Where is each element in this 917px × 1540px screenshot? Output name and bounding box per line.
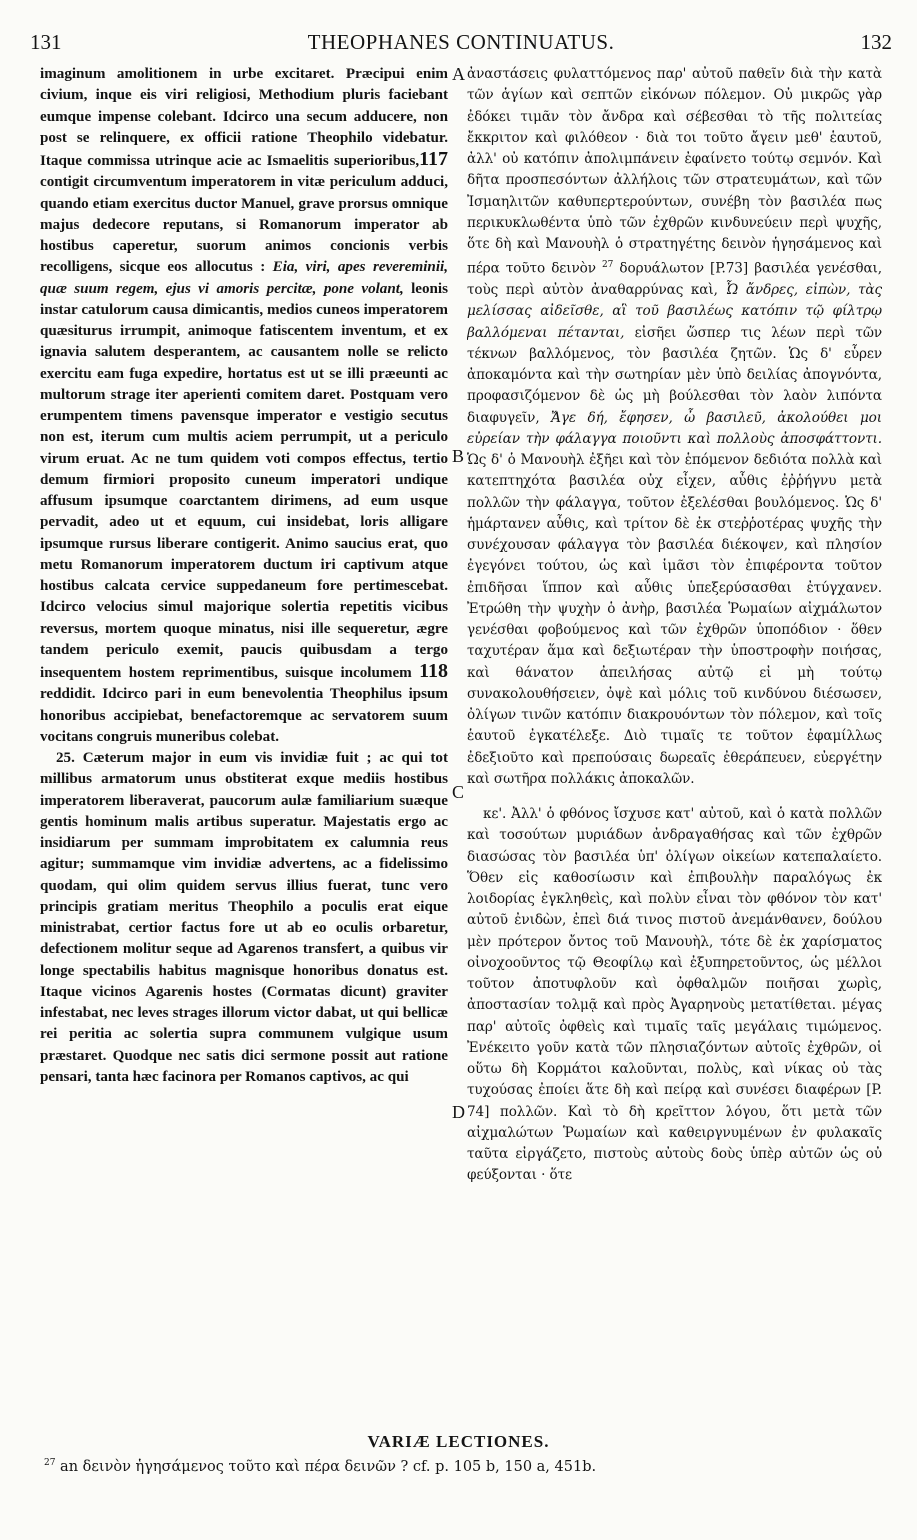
margin-mark-a: A bbox=[452, 64, 465, 84]
page-header bbox=[30, 30, 892, 60]
marginal-number: 117 bbox=[419, 148, 448, 170]
margin-mark-c: C bbox=[452, 782, 465, 802]
greek-text: Ὡς δ' ὁ Μανουὴλ ἐξῆει καὶ τὸν ἑπόμενον δεδιότα πολλὰ καὶ κατεπτηχότα βασιλέα οὐχ εἶχεν, αὖθις ἐῤῥήγνυ μετὰ πολλῶν τὴν φάλαγγα, τοῦτον ἐξελέσθαι βουλόμενος. Ὡς δ' ἡμάρτανεν αὖθις, καὶ τρίτον δὲ ἐκ στεῤῥοτέρας ψυχῆς τὴν συνέχουσαν φάλαγγα τὸν βασιλέα διέκοψεν, καὶ πλησίον ἐγεγόνει τούτου, ὡς καὶ ἱμᾶσι τὸν ἐπιφέροντα τοῦτον ἐπιδῆσαι ἵππον καὶ αὖθις ὑπεξερύσασθαι ἐτύγχανεν. Ἐτρώθη τὴν ψυχὴν ὁ ἀνὴρ, βασιλέα Ῥωμαίων αἰχμάλωτον γενέσθαι φοβούμενος καὶ τῶν ἐχθρῶν ὑποπόδιον · ὅθεν ταχυτέραν ἅμα καὶ δεξιωτέραν τὴν ὑποστροφὴν ποιήσας, καὶ θάνατον ἀπειλήσας αὐτῷ εἰ μὴ τούτῳ συνακολουθήσειεν, ὀψὲ καὶ μόλις τοῦ κινδύνου διέσωσεν, ὀλίγων τινῶν κατόπιν διακρουόντων τὸν πόλεμον, καὶ τοῖς ἑαυτοῦ ἐγκατέλεξε. Διὸ τιμαῖς τε τοῦτον ἐφαμίλλως ἐδεξιοῦτο καὶ πρεπούσαις δωρεαῖς ἐθεράπευεν, εὐεργέτην καὶ σωτῆρα πολλάκις ἀποκαλῶν. bbox=[467, 452, 882, 787]
greek-quotation: Ὦ ἄνδρες, εἰπὼν, τὰς μελίσσας αἰδεῖσθε, αἳ τοῦ βασιλέως κατόπιν τῷ φίλτρῳ βαλλόμεναι πέτανται, bbox=[467, 282, 882, 341]
footnote-number: 27 bbox=[44, 1458, 56, 1468]
greek-column bbox=[467, 64, 882, 1426]
greek-quotation: Ἄγε δή, ἔφησεν, ὦ βασιλεῦ, ἀκολούθει μοι εὐρείαν τὴν φάλαγγα ποιοῦντι καὶ πολλοὺς ἀποσφάττοντι. bbox=[467, 409, 882, 447]
greek-paragraph: κε'. Ἀλλ' ὁ φθόνος ἴσχυσε κατ' αὐτοῦ, καὶ ὁ κατὰ πολλῶν καὶ τοσούτων μυριάδων ἀνδραγαθήσας καὶ τῶν ἐχθρῶν διασώσας τὸν βασιλέα ὑπ' ὀλίγων οἰκείων κατεπαλαίετο. Ὅθεν εἰς καθοσίωσιν καὶ ἐπιβουλὴν παραλόγως ἐκ λοιδορίας ἐγκληθεὶς, καὶ πολὺν εἶναι τὸν φθόνον τὸν κατ' αὐτοῦ ἐνιδὼν, ἐπεὶ διά τινος πιστοῦ ἀνεμάνθανεν, δούλου μὲν πρότερον ὄντος τοῦ Μανουὴλ, τότε δὲ ἐκ χαρίσματος οἰνοχοοῦντος τῷ Θεοφίλῳ καὶ ἐξυπηρετοῦντος, ὡς μέλλοι τοῦτον ἀποτυφλοῦν καὶ ὀφθαλμῶν ποιῆσαι χωρὶς, ἀποστασίαν τολμᾷ καὶ πρὸς Ἀγαρηνοὺς μετατίθεται. μέγας παρ' αὐτοῖς ὀφθεὶς καὶ τιμαῖς ταῖς μεγάλαις τιμώμενος. Ἐνέκειτο γοῦν κατὰ τῶν πλησιαζόντων αὐτοῖς ἐχθρῶν, οἱ οὕτω δὴ Κορμάτοι καλοῦνται, πολὺς, καὶ νίκας οὐ τὰς τυχούσας ἐποίει ἅτε δὴ καὶ πείρᾳ καὶ συνέσει διαφέρων [P. 74] πολλῶν. Καὶ τὸ δὴ κρεῖττον λόγου, ὅτι μετὰ τῶν αἰχμαλώτων Ῥωμαίων καὶ καθειργνυμένων ἐν φυλακαῖς ταῦτα εἰργάζετο, πιστοὺς αὐτοὺς δοὺς ὑπὲρ αὐτῶν ὡς οὐ φεύξονται · ὅτε bbox=[467, 806, 882, 1184]
running-title: THEOPHANES CONTINUATUS. bbox=[307, 30, 615, 54]
latin-paragraph: 25. Cæterum major in eum vis invidiæ fuit ; ac qui tot millibus armatorum unus obstiterat exque mediis hostibus imperatorem liberaverat, paucorum aulæ familiarium suæque gentis hominum malis artibus superatur. Majestatis ergo ac insidiarum per summam improbitatem ex calumnia reus agitur; summamque vim invidiæ advertens, ac a fidelissimo quodam, qui olim quidem servus illius fuerat, tunc vero principis gratiam meritus Theophilo a poculis erat eique ministrabat, certior factus fore ut ab eo oculis orbaretur, defectionem molitur seque ad Agarenos transfert, a quibus vir longe spectabilis habitus magnisque honoribus donatus est. Itaque vicinos Agarenis hostes (Cormatas dicunt) graviter infestabat, nec leves strages illorum victor dabat, ut qui bellicæ rei peritia ac solertia supra communem vulgique usum præstaret. Quodque nec satis dici sermone possit aut ratione pensari, tanta hæc facinora per Romanos captivos, ac qui bbox=[40, 750, 448, 1085]
footnote-line bbox=[44, 1458, 904, 1475]
greek-text: ἀναστάσεις φυλαττόμενος παρ' αὐτοῦ παθεῖν διὰ τὴν κατὰ τῶν ἁγίων καὶ σεπτῶν εἰκόνων πόλεμον. Οὐ μικρῶς γὰρ ἐδόκει τιμᾶν τὸν ἄνδρα καὶ σέβεσθαι τὸ τῆς πολιτείας ἔκκριτον καὶ φιλόθεον · διὰ τοι τοῦτο ἄγειν μεθ' ἑαυτοῦ, ἀλλ' οὐ κατόπιν ἀπολιμπάνειν ἐφαίνετο τούτῳ σεμνόν. Καὶ δῆτα προσπεσόντων ἀλλήλοις τῶν στρατευμάτων, καὶ τῶν Ἰσμαηλιτῶν καθυπερτερούντων, συνέβη τὸν βασιλέα πως περικυκλωθέντα ὑπὸ τῶν ἐχθρῶν κινδυνεύειν περὶ ψυχῆς, ὅτε δὴ καὶ Μανουὴλ ὁ στρατηγέτης δεινὸν ἡγησάμενος καὶ πέρα τοῦτο δεινὸν bbox=[467, 66, 882, 277]
varia-lectiones-title: VARIÆ LECTIONES. bbox=[367, 1432, 550, 1451]
latin-paragraph bbox=[40, 64, 448, 748]
paragraph-gap bbox=[467, 790, 882, 804]
latin-text: leonis instar catulorum causa dimicantis, medios cuneos imperatorem quæsiturus irrumpit, animoque fatiscentem inventum, et ex ignavia salutem desperantem, ac causantem nolle se relicto exercitu eam fuga expedire, hortatus est ut se illi præeunti ac multorum strage iter aperienti comitem daret. Postquam vero erumpentem timens pavensque imperator e vestigio secutus non est, iterum cum multis aciem perrumpit, ut a periculo virum eruat. Ac ne tum quidem voti compos effectus, tertio demum firmiori proposito cuneum imperatori undique affusum ipsumque coarctantem dirimens, ad eum usque pervadit, adeo ut et equum, cui insidebat, loris alligare ipsumque rursus liberare contigerit. Animo saucius erat, quo metu Romanorum imperatorem ductum iri captivum atque hostibus calcata cervice suppedaneum fore pertimescebat. Idcirco velocius simul majorique solertia repetitis vicibus reversus, mortem quoque minatus, nisi ille sequeretur, ægre tandem periculo exemit, paucis quibusdam a tergo insequentem hostem reprimentibus, suisque incolumem bbox=[40, 280, 448, 681]
greek-paragraph bbox=[467, 64, 882, 790]
latin-quotation: Eia, viri, apes revereminii, quæ suum regem, ejus vi amoris percitæ, pone volant, bbox=[40, 259, 448, 297]
margin-mark-b: B bbox=[452, 446, 465, 466]
footnote-text: an δεινὸν ἡγησάμενος τοῦτο καὶ πέρα δεινῶν ? cf. p. 105 b, 150 a, 451b. bbox=[55, 1458, 597, 1475]
marginal-number: 118 bbox=[419, 660, 448, 682]
greek-text: δορυάλωτον [P.73] βασιλέα γενέσθαι, τοὺς περὶ αὐτὸν ἀναθαρρύνας καὶ, bbox=[467, 260, 882, 299]
latin-text: reddidit. Idcirco pari in eum benevolentia Theophilus ipsum honoribus accipiebat, benefactoremque ac servatorem suum vocitans congruis muneribus colebat. bbox=[40, 686, 448, 745]
latin-text: imaginum amolitionem in urbe excitaret. Præcipui enim civium, inque eis viri religiosi, Methodium pluris faciebant eumque impense colebant. Idcirco una secum adducere, non post se relinquere, ex officii ratione Theophilo videbatur. Itaque commissa utrinque acie ac Ismaelitis superioribus, bbox=[40, 66, 448, 169]
latin-text: contigit circumventum imperatorem in vitæ periculum adduci, quando etiam exercitus ductor Manuel, grave prorsus omnique majus dedecore reputans, si Romanorum imperator ab hostibus caperetur, suorum animos concionis verbis recolligens, sicque eos allocutus : bbox=[40, 174, 448, 276]
margin-marks bbox=[450, 64, 466, 1426]
page-number-right: 132 bbox=[860, 30, 892, 54]
greek-text: εἰσῆει ὥσπερ τις λέων περὶ τῶν τέκνων βαλλόμενος, τὸν βασιλέα ζητῶν. Ὡς δ' εὗρεν ἀποκαμόντα καὶ τὴν σωτηρίαν μὲν ὑπὸ δειλίας ἀπογνόντα, προφασιζόμενον δὲ ὡς μὴ βούλεσθαι τὸν λαὸν λιπόντα διαφυγεῖν, bbox=[467, 324, 882, 426]
latin-column bbox=[40, 64, 448, 1426]
page-number-left: 131 bbox=[30, 30, 62, 54]
footnote-ref: 27 bbox=[602, 260, 614, 271]
margin-mark-d: D bbox=[452, 1102, 465, 1122]
